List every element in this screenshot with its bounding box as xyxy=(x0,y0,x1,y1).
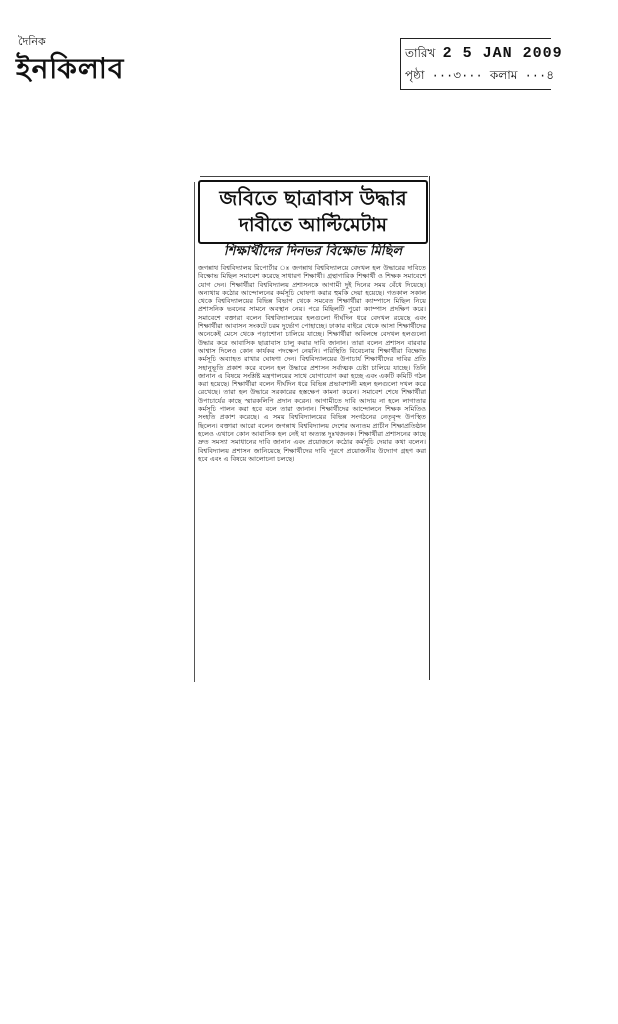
article-body-text: জগন্নাথ বিশ্ববিদ্যালয় রিপোর্টার ঃ জগন্নাথ বিশ্ববিদ্যালয়ে বেদখল হল উদ্ধারের দাবিতে বিক্ষোভ মিছিল সমাবেশ করেছে সাধারণ শিক্ষার্থী। গ্রন্থাগারিক শিক্ষার্থী ও শিক্ষক সমাবেশে যোগ দেন। শিক্ষার্থীরা বিশ্ববিদ্যালয় প্রশাসনকে আগামী দুই দিনের সময় বেঁধে দিয়েছে। অন্যথায় কঠোর আন্দোলনের কর্মসূচি ঘোষণা করার হুমকি দেয়া হয়েছে। গতকাল সকাল থেকে বিশ্ববিদ্যালয়ের বিভিন্ন বিভাগ থেকে সমবেত শিক্ষার্থীরা ক্যাম্পাসে মিছিল নিয়ে প্রশাসনিক ভবনের সামনে অবস্থান নেয়। পরে মিছিলটি পুরো ক্যাম্পাস প্রদক্ষিণ করে। সমাবেশে বক্তারা বলেন বিশ্ববিদ্যালয়ের হলগুলো দীর্ঘদিন ধরে বেদখল রয়েছে এবং শিক্ষার্থীরা আবাসন সংকটে চরম দুর্ভোগ পোহাচ্ছে। ঢাকার বাইরে থেকে আসা শিক্ষার্থীদের অনেকেই মেসে থেকে পড়াশোনা চালিয়ে যাচ্ছে। শিক্ষার্থীরা অবিলম্বে বেদখল হলগুলো উদ্ধার করে আবাসিক ছাত্রাবাস চালু করার দাবি জানান। তারা বলেন প্রশাসন বারবার আশ্বাস দিলেও কোন কার্যকর পদক্ষেপ নেয়নি। পরিস্থিতি বিবেচনায় শিক্ষার্থীরা বিক্ষোভ কর্মসূচি অব্যাহত রাখার ঘোষণা দেন। বিশ্ববিদ্যালয়ের উপাচার্য শিক্ষার্থীদের দাবির প্রতি সহানুভূতি প্রকাশ করে বলেন হল উদ্ধারে প্রশাসন সর্বাত্মক চেষ্টা চালিয়ে যাচ্ছে। তিনি জানান এ বিষয়ে সংশ্লিষ্ট মন্ত্রণালয়ের সাথে যোগাযোগ করা হচ্ছে এবং একটি কমিটি গঠন করা হয়েছে। শিক্ষার্থীরা বলেন দীর্ঘদিন ধরে বিভিন্ন প্রভাবশালী মহল হলগুলো দখল করে রেখেছে। তারা হল উদ্ধারে সরকারের হস্তক্ষেপ কামনা করেন। সমাবেশ শেষে শিক্ষার্থীরা উপাচার্যের কাছে স্মারকলিপি প্রদান করেন। আগামীতে দাবি আদায় না হলে লাগাতার কর্মসূচি পালন করা হবে বলে তারা জানান। শিক্ষার্থীদের আন্দোলনে শিক্ষক সমিতিও সংহতি প্রকাশ করেছে। এ সময় বিশ্ববিদ্যালয়ের বিভিন্ন সংগঠনের নেতৃবৃন্দ উপস্থিত ছিলেন। বক্তারা আরো বলেন জগন্নাথ বিশ্ববিদ্যালয় দেশের অন্যতম প্রাচীন শিক্ষাপ্রতিষ্ঠান হলেও এখানে কোন আবাসিক হল নেই যা অত্যন্ত দুঃখজনক। শিক্ষার্থীরা প্রশাসনের কাছে দ্রুত সমস্যা সমাধানের দাবি জানান এবং প্রয়োজনে কঠোর কর্মসূচি দেয়ার কথা বলেন। বিশ্ববিদ্যালয় প্রশাসন জানিয়েছে শিক্ষার্থীদের দাবি পূরণে প্রয়োজনীয় উদ্যোগ গ্রহণ করা হবে এবং এ বিষয়ে আলোচনা চলছে। xyxy=(198,264,426,463)
stamp-date-label: তারিখ xyxy=(405,47,436,61)
stamp-page-value: ৩ xyxy=(453,69,462,83)
clipping-top-edge xyxy=(200,176,428,177)
article-subheadline: শিক্ষার্থীদের দিনভর বিক্ষোভ মিছিল xyxy=(223,244,403,259)
headline-box xyxy=(198,180,428,244)
headline-line-1: জবিতে ছাত্রাবাস উদ্ধার xyxy=(219,186,407,210)
stamp-date-value: 2 5 JAN 2009 xyxy=(442,45,563,62)
stamp-page-label: পৃষ্ঠা xyxy=(405,69,425,83)
masthead-tagline: দৈনিক xyxy=(18,35,46,48)
stamp-column-label: কলাম xyxy=(489,69,518,83)
newspaper-name: ইনকিলাব xyxy=(16,52,125,85)
newspaper-clipping xyxy=(194,176,432,684)
clipping-right-edge xyxy=(429,176,430,680)
article-body xyxy=(198,264,426,676)
newspaper-masthead xyxy=(16,36,146,96)
stamp-page-row: পৃষ্ঠা ···৩··· কলাম ···৪ xyxy=(405,69,554,83)
clipping-date-stamp xyxy=(400,38,563,90)
headline-line-2: দাবীতে আল্টিমেটাম xyxy=(239,214,387,236)
clipping-left-edge xyxy=(194,182,195,682)
stamp-column-value: ৪ xyxy=(546,69,554,83)
stamp-date-row xyxy=(405,45,563,65)
